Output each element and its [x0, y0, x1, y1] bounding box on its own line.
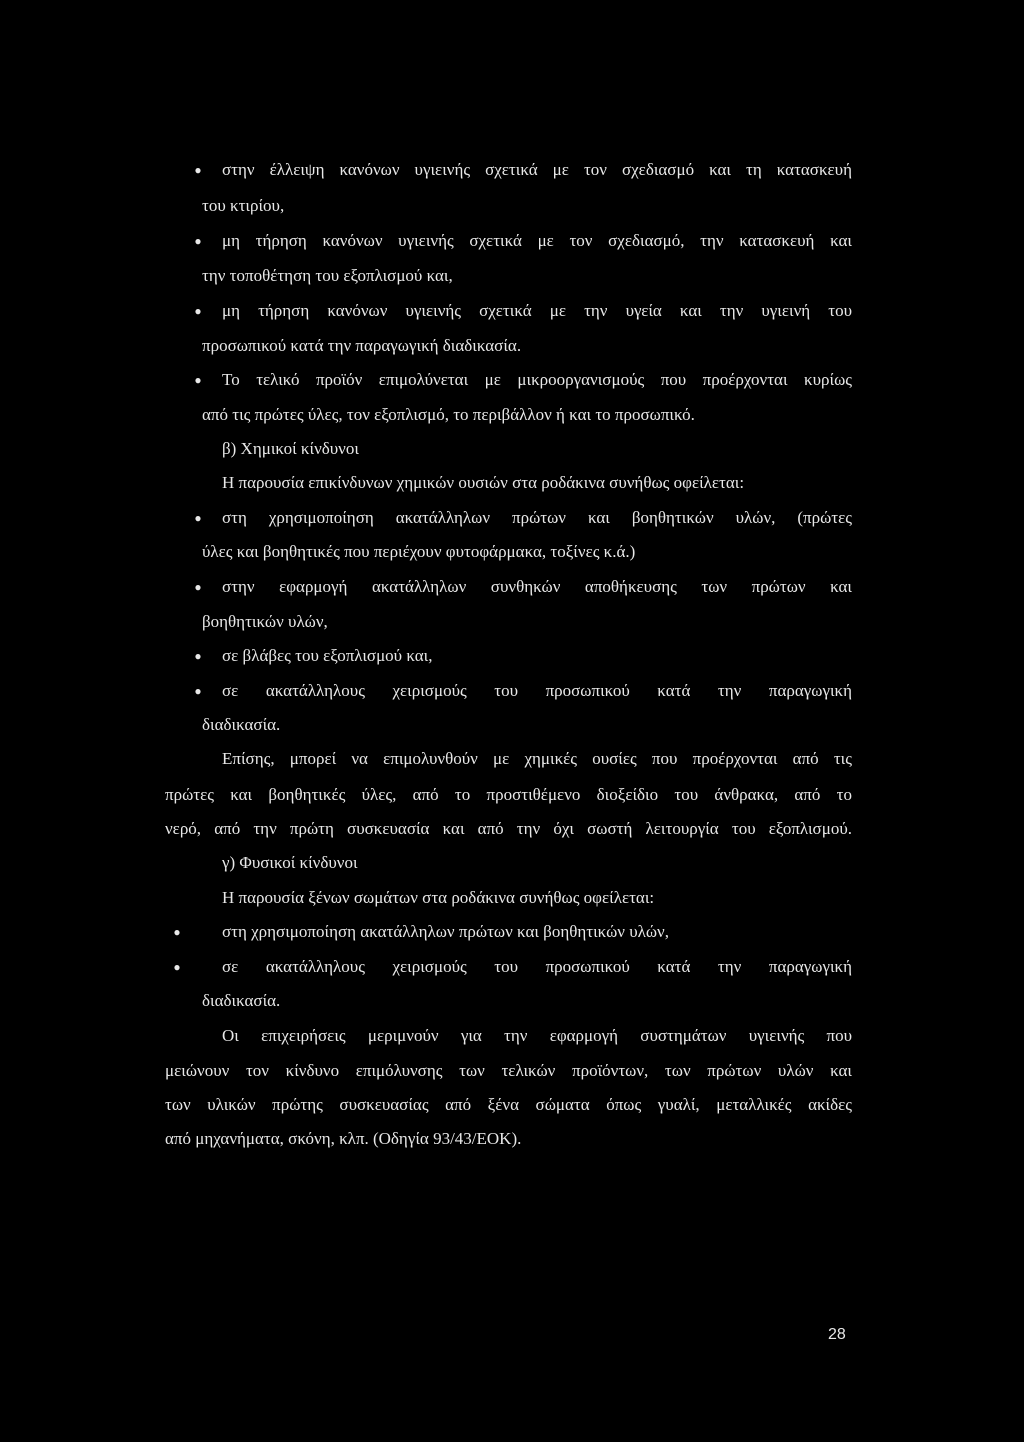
section-heading	[0, 845, 1024, 881]
line-text: διαδικασία.	[202, 715, 281, 734]
page-number: 28	[828, 1326, 846, 1343]
line-text: διαδικασία.	[202, 991, 281, 1010]
line-text: ύλες και βοηθητικές που περιέχουν φυτοφάρμακα, τοξίνες κ.ά.)	[202, 542, 636, 561]
line-text: Η παρουσία επικίνδυνων χημικών ουσιών στα ροδάκινα συνήθως οφείλεται:	[222, 473, 745, 492]
text-line	[0, 638, 1024, 674]
text-line	[0, 914, 1024, 950]
text-line	[0, 949, 1024, 985]
line-text: σε βλάβες του εξοπλισμού και,	[222, 646, 433, 665]
line-text: την τοποθέτηση του εξοπλισμού και,	[202, 266, 453, 285]
line-text: Οι επιχειρήσεις μεριμνούν για την εφαρμογή συστημάτων υγιεινής που	[222, 1026, 852, 1045]
bullet-icon: ●	[173, 960, 181, 974]
line-text: σε ακατάλληλους χειρισμούς του προσωπικού κατά την παραγωγική	[222, 957, 852, 976]
text-line	[0, 152, 1024, 188]
line-text: στην εφαρμογή ακατάλληλων συνθηκών αποθήκευσης των πρώτων και	[222, 577, 852, 596]
text-line	[0, 188, 1024, 224]
text-line	[0, 741, 1024, 777]
line-text: πρώτες και βοηθητικές ύλες, από το προστιθέμενο διοξείδιο του άνθρακα, από το	[165, 785, 852, 804]
text-line	[0, 258, 1024, 294]
bullet-icon: ●	[194, 373, 202, 387]
bullet-icon: ●	[194, 163, 202, 177]
text-line	[0, 534, 1024, 570]
text-line	[0, 569, 1024, 605]
line-text: στη χρησιμοποίηση ακατάλληλων πρώτων και βοηθητικών υλών,	[222, 922, 669, 941]
line-text: των υλικών πρώτης συσκευασίας από ξένα σώματα όπως γυαλί, μεταλλικές ακίδες	[165, 1095, 852, 1114]
line-text: Η παρουσία ξένων σωμάτων στα ροδάκινα συνήθως οφείλεται:	[222, 888, 655, 907]
text-line	[0, 1018, 1024, 1054]
bullet-icon: ●	[194, 580, 202, 594]
line-text: από τις πρώτες ύλες, τον εξοπλισμό, το περιβάλλον ή και το προσωπικό.	[202, 405, 695, 424]
text-line	[0, 604, 1024, 640]
text-line	[0, 465, 1024, 501]
line-text: από μηχανήματα, σκόνη, κλπ. (Οδηγία 93/43/ΕΟΚ).	[165, 1129, 522, 1148]
line-text: μη τήρηση κανόνων υγιεινής σχετικά με τον σχεδιασμό, την κατασκευή και	[222, 231, 852, 250]
line-text: μη τήρηση κανόνων υγιεινής σχετικά με την υγεία και την υγιεινή του	[222, 301, 852, 320]
line-text: βοηθητικών υλών,	[202, 612, 328, 631]
text-line	[0, 397, 1024, 433]
line-text: προσωπικού κατά την παραγωγική διαδικασία.	[202, 336, 522, 355]
text-line	[0, 362, 1024, 398]
text-line	[0, 1053, 1024, 1089]
section-heading	[0, 431, 1024, 467]
line-text: Επίσης, μπορεί να επιμολυνθούν με χημικές ουσίες που προέρχονται από τις	[222, 749, 852, 768]
line-text: νερό, από την πρώτη συσκευασία και από την όχι σωστή λειτουργία του εξοπλισμού.	[165, 819, 852, 838]
text-line	[0, 293, 1024, 329]
line-text: στη χρησιμοποίηση ακατάλληλων πρώτων και βοηθητικών υλών, (πρώτες	[222, 508, 852, 527]
text-line	[0, 983, 1024, 1019]
text-line	[0, 223, 1024, 259]
line-text: του κτιρίου,	[202, 196, 285, 215]
text-line	[0, 1087, 1024, 1123]
heading-text: β) Χημικοί κίνδυνοι	[222, 439, 359, 458]
text-line	[0, 1121, 1024, 1157]
bullet-icon: ●	[194, 684, 202, 698]
bullet-icon: ●	[194, 511, 202, 525]
bullet-icon: ●	[194, 304, 202, 318]
line-text: Το τελικό προϊόν επιμολύνεται με μικροοργανισμούς που προέρχονται κυρίως	[222, 370, 852, 389]
text-line	[0, 500, 1024, 536]
line-text: σε ακατάλληλους χειρισμούς του προσωπικού κατά την παραγωγική	[222, 681, 852, 700]
text-line	[0, 707, 1024, 743]
line-text: στην έλλειψη κανόνων υγιεινής σχετικά με τον σχεδιασμό και τη κατασκευή	[222, 160, 852, 179]
bullet-icon: ●	[194, 234, 202, 248]
line-text: μειώνουν τον κίνδυνο επιμόλυνσης των τελικών προϊόντων, των πρώτων υλών και	[165, 1061, 852, 1080]
bullet-icon: ●	[173, 925, 181, 939]
text-line	[0, 777, 1024, 813]
heading-text: γ) Φυσικοί κίνδυνοι	[222, 853, 358, 872]
text-line	[0, 880, 1024, 916]
bullet-icon: ●	[194, 649, 202, 663]
text-line	[0, 328, 1024, 364]
text-line	[0, 811, 1024, 847]
text-line	[0, 673, 1024, 709]
